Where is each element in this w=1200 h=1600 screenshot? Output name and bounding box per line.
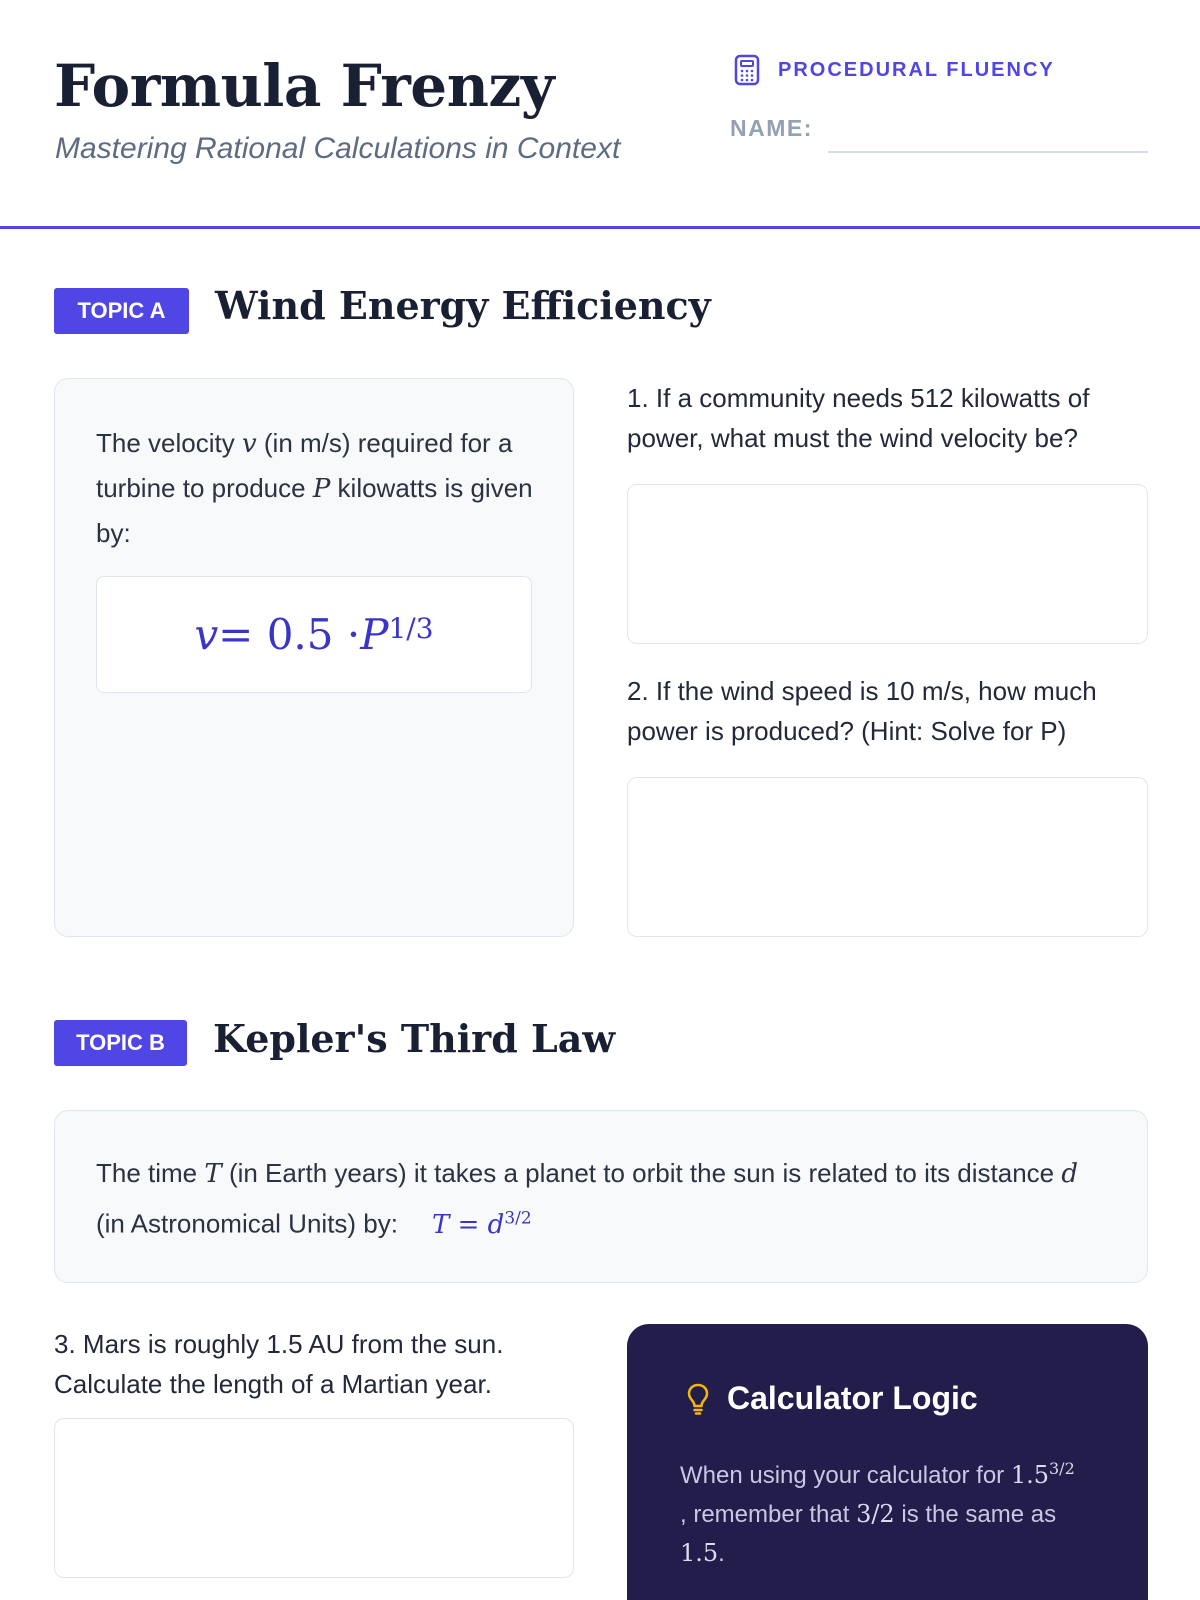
answer-box-3[interactable] (54, 1418, 574, 1578)
name-label: NAME: (730, 115, 813, 141)
wind-formula: v = 0.5 · P $^{1/3}$ (96, 576, 532, 693)
skill-badge-label: PROCEDURAL FLUENCY (778, 58, 1055, 81)
topic-b-title: Kepler's Third Law (213, 1016, 616, 1061)
topic-a-title: Wind Energy Efficiency (215, 283, 711, 328)
question-2: 2. If the wind speed is 10 m/s, how much power is produced? (Hint: Solve for P) (627, 676, 1097, 746)
question-1: 1. If a community needs 512 kilowatts of power, what must the wind velocity be? (627, 383, 1090, 453)
worksheet-title: Formula Frenzy (54, 52, 555, 120)
worksheet-header (0, 0, 1200, 229)
answer-box-1[interactable] (627, 484, 1148, 644)
lightbulb-icon (687, 1382, 709, 1416)
answer-box-2[interactable] (627, 777, 1148, 937)
skill-badge (734, 54, 1055, 86)
kepler-formula: $T = d^{3/2}$ (431, 1208, 532, 1240)
topic-b-info-panel (54, 1110, 1148, 1283)
name-field[interactable] (828, 151, 1148, 153)
topic-b-tag: TOPIC B (54, 1020, 187, 1066)
topic-b-description: The time T (in Earth years) it takes a planet to orbit the sun is related to its distance d (in Astronomical Units) by: $T = d^{3/2}$ (96, 1158, 1079, 1240)
topic-a-description: The velocity v (in m/s) required for a turbine to produce P kilowatts is given by: (96, 428, 533, 548)
question-3: 3. Mars is roughly 1.5 AU from the sun. Calculate the length of a Martian year. (54, 1329, 504, 1399)
calculator-logic-text: When using your calculator for $1.5^{3/2}$ , remember that 3/2 is the same as 1.5. (680, 1459, 1075, 1567)
calculator-icon (734, 54, 760, 86)
topic-a-tag: TOPIC A (54, 288, 189, 334)
worksheet-subtitle: Mastering Rational Calculations in Context (55, 132, 621, 165)
calculator-logic-title: Calculator Logic (727, 1380, 978, 1416)
calculator-logic-heading (687, 1380, 978, 1417)
calculator-logic-panel (627, 1324, 1148, 1600)
